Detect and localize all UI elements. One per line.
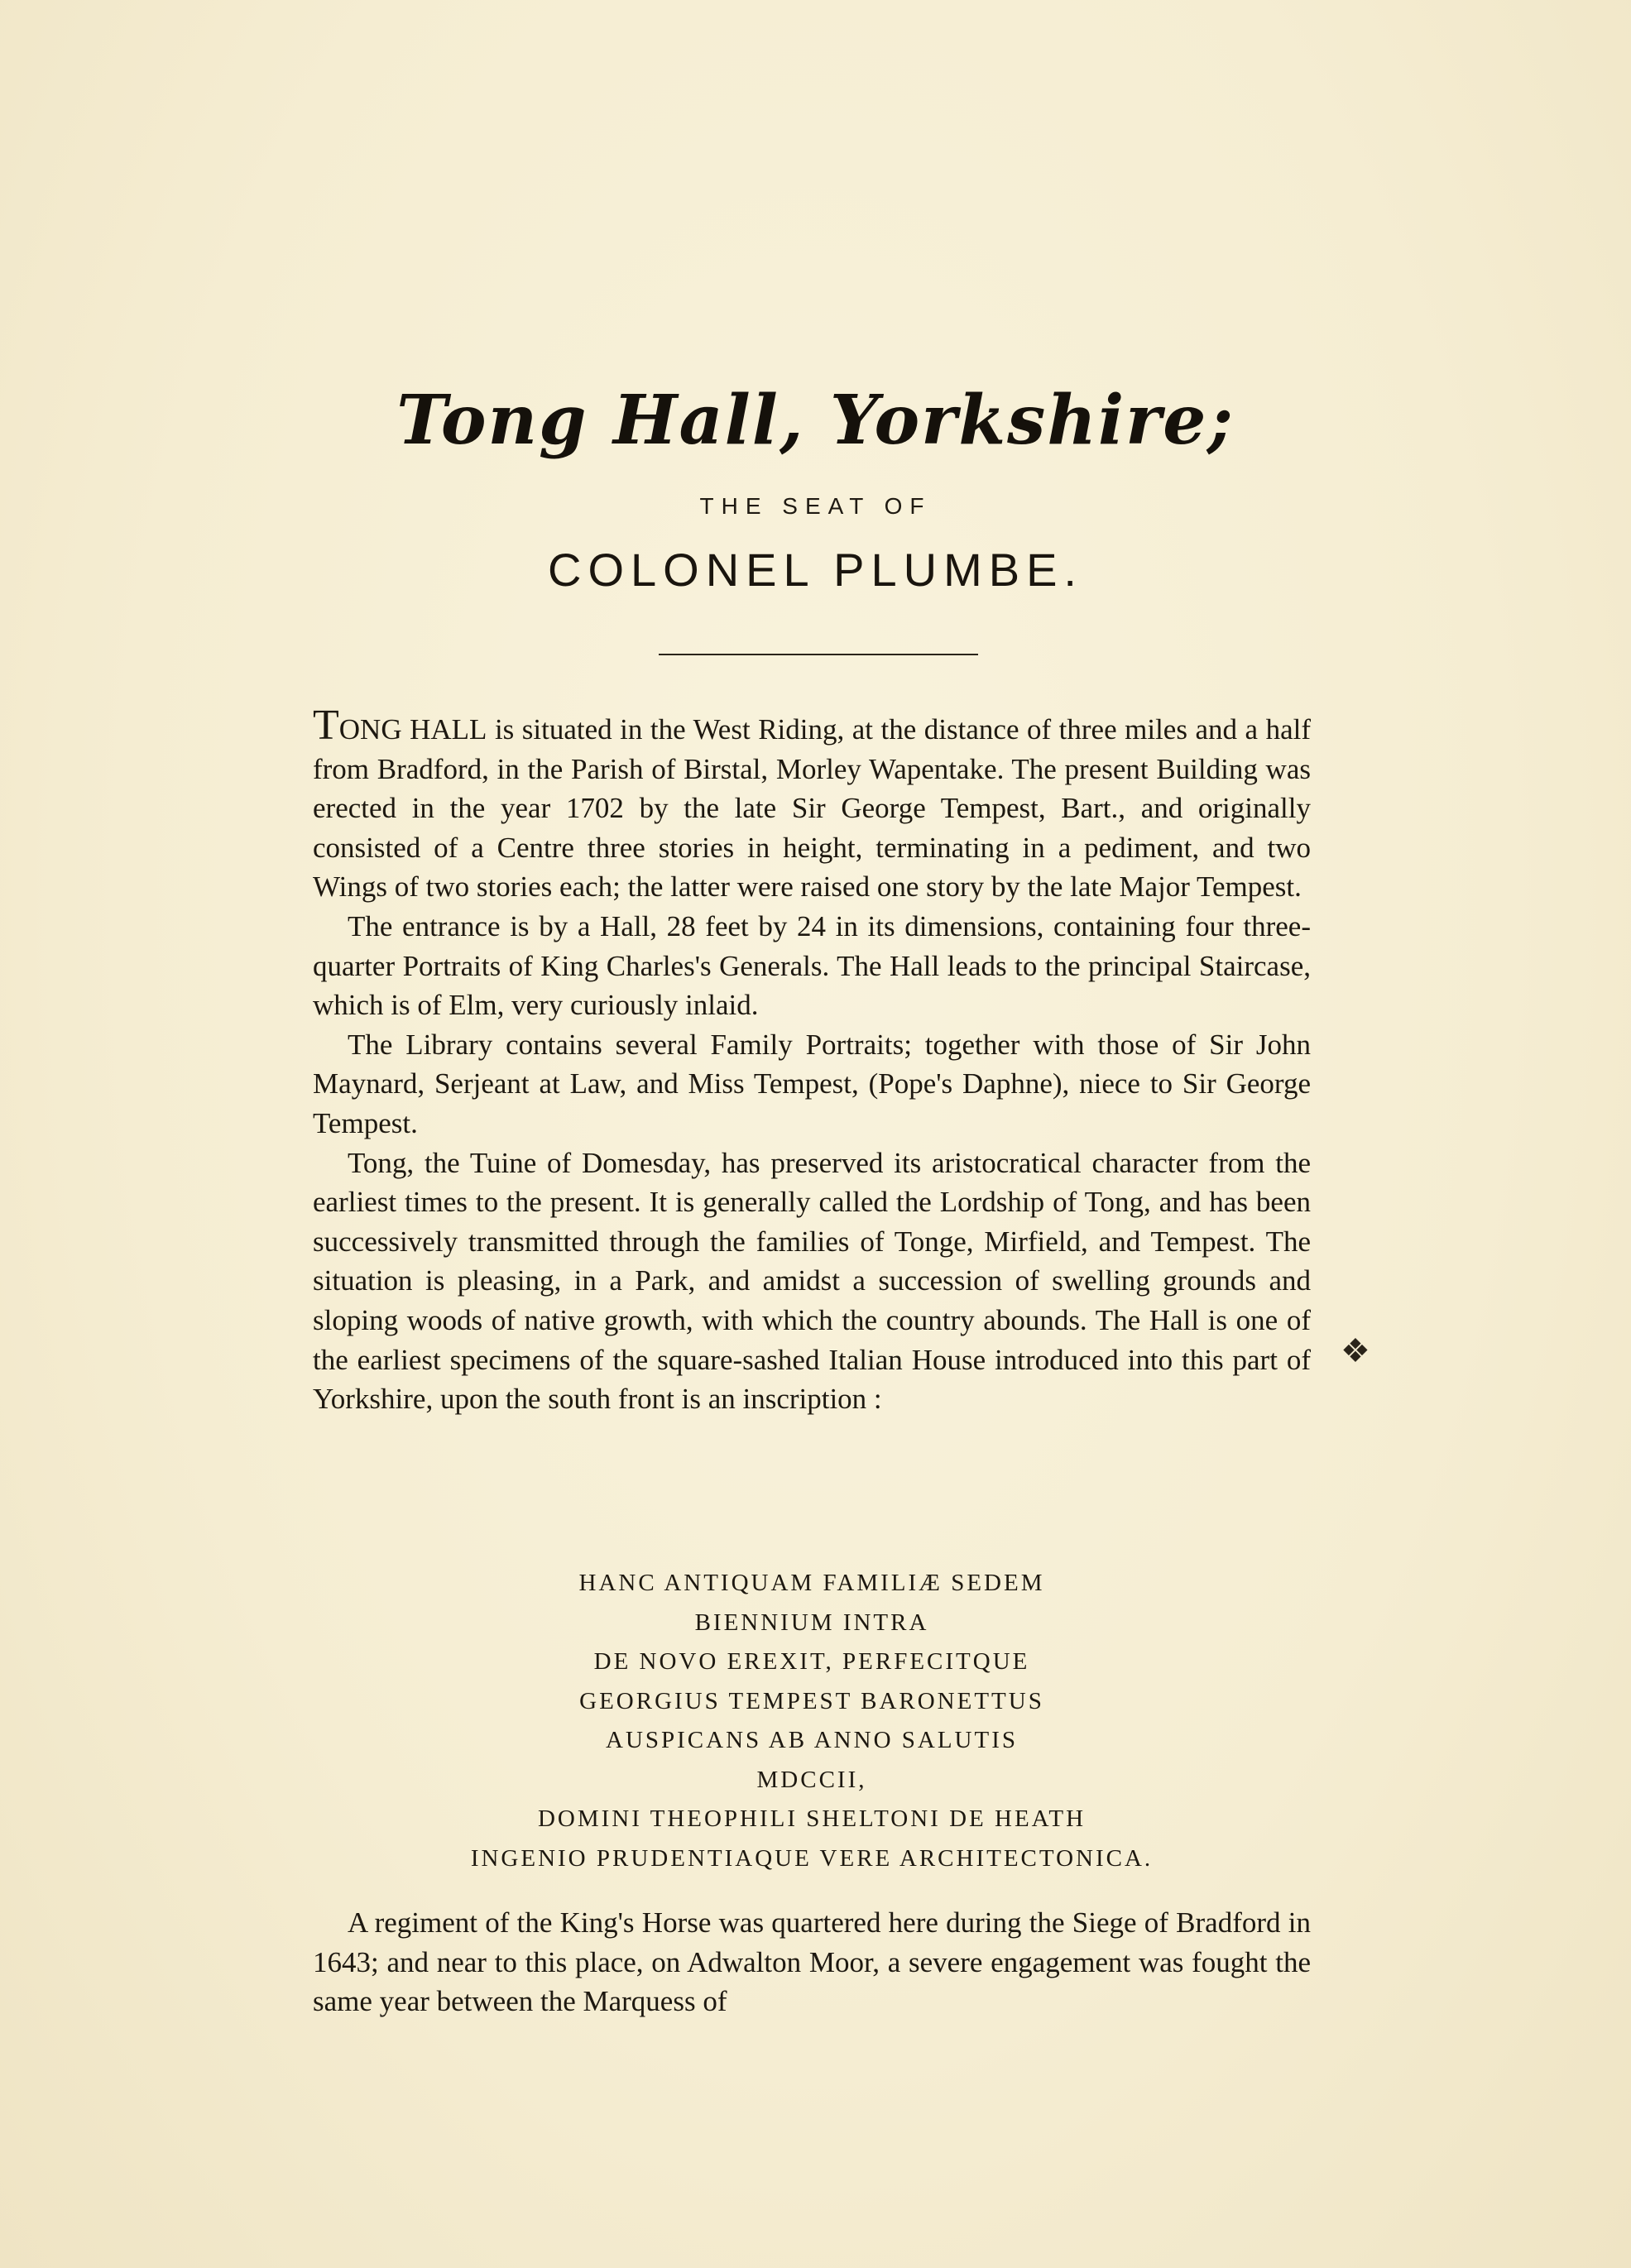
inscription-line: DE NOVO EREXIT, PERFECITQUE [593,1648,1030,1675]
page-title: Tong Hall, Yorkshire; [396,381,1235,460]
inscription-line: AUSPICANS AB ANNO SALUTIS [606,1727,1018,1753]
paragraph-4: Tong, the Tuine of Domesday, has preserved its aristocratical character from the earliest times to the present. It is generally called the Lordship of Tong, and has been successively transmitted through the families of Tonge, Mirfield, and Tempest. The situation is pleasing, in a Park, and amidst a succession of swelling grounds and sloping woods of native growth, with which the country abounds. The Hall is one of the earliest specimens of the square-sashed Italian House introduced into this part of Yorkshire, upon the south front is an inscription : [313,1146,1311,1416]
subtitle-seat-of: THE SEAT OF [699,493,932,519]
paragraph-2: The entrance is by a Hall, 28 feet by 24 in its dimensions, containing four three-quarter Portraits of King Charles's Generals. The Hall leads to the principal Staircase, which is of Elm, very curiously inlaid. [313,909,1311,1022]
owner-name: COLONEL PLUMBE. [548,544,1083,596]
paragraph-1 [313,702,1311,907]
inscription-line: GEORGIUS TEMPEST BARONETTUS [579,1687,1044,1714]
inscription-line: DOMINI THEOPHILI SHELTONI DE HEATH [537,1805,1087,1832]
inscription-line: BIENNIUM INTRA [694,1609,929,1636]
small-caps-name: ONG HALL [338,713,487,746]
paragraph-1-text: is situated in the West Riding, at the distance of three miles and a half from Bradford, in the Parish of Birstal, Morley Wapentake. The present Building was erected in the year 1702 by the late Sir George Tempest, Bart., and originally consisted of a Centre three stories in height, terminating in a pediment, and two Wings of two stories each; the latter were raised one story by the late Major Tempest. [313,713,1311,904]
closing-text [313,1903,1311,2021]
inscription-block [313,1564,1311,1878]
paragraph-5: A regiment of the King's Horse was quartered here during the Siege of Bradford in 1643; and near to this place, on Adwalton Moor, a severe engagement was fought the same year between the Marquess of [313,1906,1311,2018]
inscription-line: MDCCII, [756,1766,867,1793]
paragraph-3: The Library contains several Family Portraits; together with those of Sir John Maynard, Serjeant at Law, and Miss Tempest, (Pope's Daphne), niece to Sir George Tempest. [313,1028,1311,1139]
drop-cap: T [313,702,339,749]
body-text [313,702,1311,1419]
inscription-line: HANC ANTIQUAM FAMILIÆ SEDEM [578,1570,1045,1596]
inscription-line: INGENIO PRUDENTIAQUE VERE ARCHITECTONICA. [470,1844,1154,1872]
divider-rule [659,654,978,655]
margin-mark-icon: ❖ [1341,1332,1370,1370]
